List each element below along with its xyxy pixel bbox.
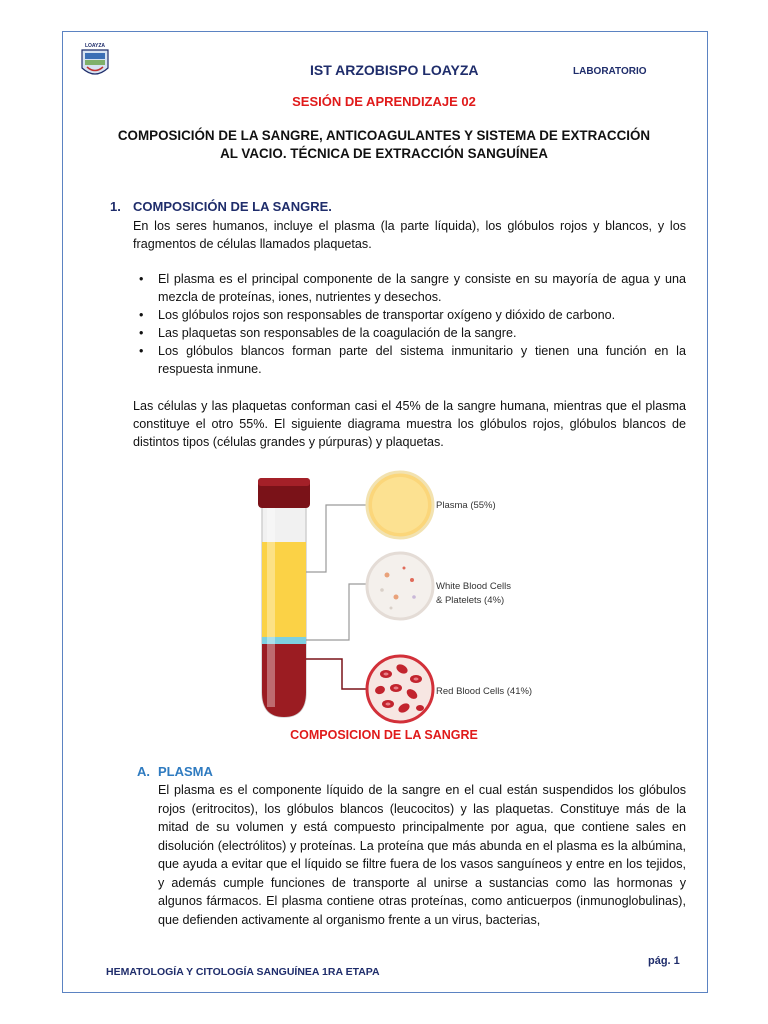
rbc-circle: [367, 656, 433, 722]
subsection-title: PLASMA: [158, 764, 213, 779]
subsection-letter: A.: [137, 764, 150, 779]
institution-logo: [78, 40, 112, 82]
wbc-circle: [367, 553, 433, 619]
session-title: SESIÓN DE APRENDIZAJE 02: [292, 94, 476, 109]
rbc-connector: [306, 659, 366, 689]
test-tube: [258, 478, 310, 724]
plasma-label: Plasma (55%): [436, 500, 496, 511]
section-title: COMPOSICIÓN DE LA SANGRE.: [133, 199, 332, 214]
page-number: pág. 1: [648, 955, 680, 967]
footer-course: HEMATOLOGÍA Y CITOLOGÍA SANGUÍNEA 1RA ETAPA: [106, 966, 380, 978]
closing-paragraph: Las células y las plaquetas conforman casi el 45% de la sangre humana, mientras que el plasma constituye el otro 55%. El siguiente diagrama muestra los glóbulos rojos, glóbulos blancos de distintos tipos (células grandes y púrpuras) y plaquetas.: [133, 399, 686, 449]
platelets-label: & Platelets (4%): [436, 595, 505, 606]
rbc-label: Red Blood Cells (41%): [436, 686, 533, 697]
connector-lines: [306, 505, 366, 640]
composition-list: [133, 270, 686, 378]
intro-paragraph: En los seres humanos, incluye el plasma (la parte líquida), los glóbulos rojos y blancos, y los fragmentos de células llamados plaquetas.: [133, 219, 686, 251]
department-label: LABORATORIO: [573, 66, 647, 77]
plasma-paragraph: El plasma es el componente líquido de la sangre en el cual están suspendidos los glóbulos rojos (eritrocitos), los glóbulos blancos (leucocitos) y las plaquetas. Constituye más de la mitad de su volumen y está compuesto principalmente por agua, que contiene sales en disolución (electrólitos) y proteínas. La proteína que más abunda en el plasma es la albúmina, que ayuda a evitar que el líquido se filtre fuera de los vasos sanguíneos y entre en los tejidos, y además cumple funciones de transporte al unirse a sustancias como las hormonas y algunos fármacos. El plasma contiene otras proteínas, como anticuerpos (inmunoglobulinas), que defienden activamente al organismo frente a un virus, bacterias,: [158, 783, 686, 927]
institution-name: IST ARZOBISPO LOAYZA: [310, 62, 479, 78]
section-number: 1.: [110, 199, 121, 214]
figure-caption: COMPOSICION DE LA SANGRE: [290, 728, 478, 742]
blood-composition-figure: [254, 462, 564, 727]
list-item: • Los glóbulos rojos son responsables de transportar oxígeno y dióxido de carbono.: [139, 308, 616, 322]
list-item: • El plasma es el principal componente de la sangre y consiste en su mayoría de agua y una mezcla de proteínas, iones, nutrientes y desechos.: [139, 272, 686, 304]
section-heading: [110, 199, 332, 214]
wbc-label: White Blood Cells: [436, 581, 511, 592]
list-item: • Las plaquetas son responsables de la coagulación de la sangre.: [139, 326, 517, 340]
document-title: COMPOSICIÓN DE LA SANGRE, ANTICOAGULANTES Y SISTEMA DE EXTRACCIÓN AL VACIO. TÉCNICA DE EXTRACCIÓN SANGUÍNEA: [117, 128, 651, 161]
list-item: • Los glóbulos blancos forman parte del sistema inmunitario y tienen una función en la respuesta inmune.: [139, 344, 686, 376]
logo-text: LOAYZA: [84, 43, 106, 49]
subsection-heading: [137, 764, 213, 779]
